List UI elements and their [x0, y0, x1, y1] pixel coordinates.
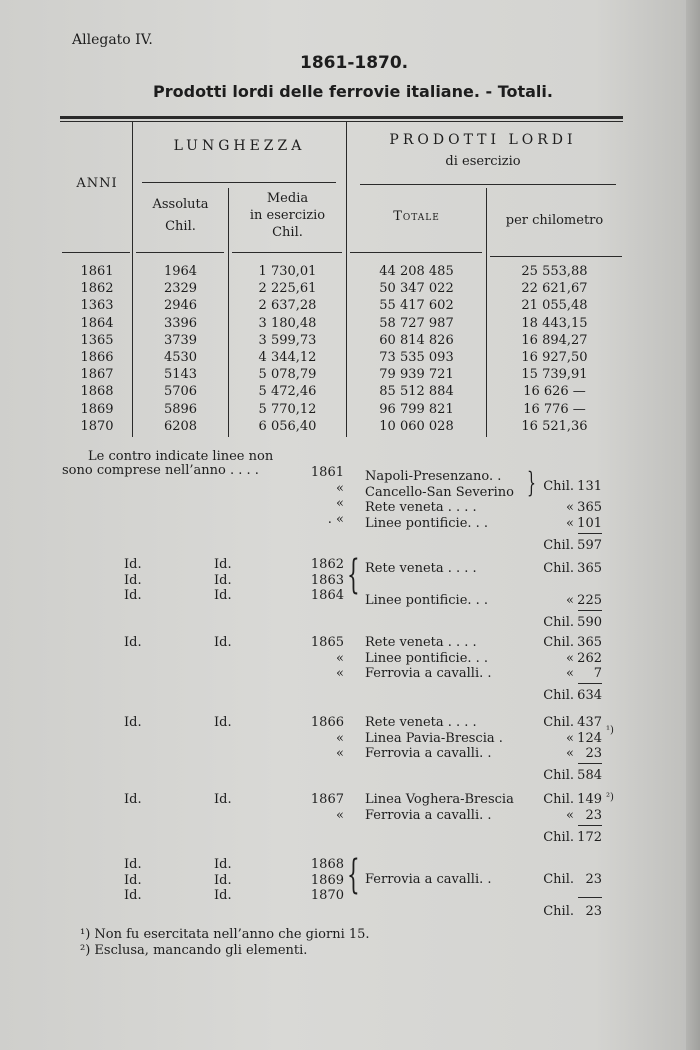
- cell-assoluta: 2329: [163, 281, 198, 297]
- years-heading: 1861-1870.: [300, 53, 409, 73]
- cell-media: 5 472,46: [258, 384, 317, 400]
- note-total-unit: Chil.: [543, 904, 574, 919]
- header-assoluta-1: Assoluta: [152, 197, 209, 212]
- note-line-name: Rete veneta . . . .: [365, 500, 477, 515]
- note-year: 1864: [310, 588, 344, 603]
- id-mark: Id.: [214, 888, 232, 903]
- note-year: «: [336, 807, 344, 823]
- notes-intro-line-2: sono comprese nell’anno . . . .: [62, 463, 259, 478]
- table-top-rule-thin: [60, 121, 623, 122]
- cell-media: 3 180,48: [258, 315, 317, 331]
- cell-per-km: 16 894,27: [521, 332, 588, 348]
- note-year: «: [336, 666, 344, 681]
- cell-totale: 55 417 602: [379, 298, 454, 314]
- note-unit: «: [566, 650, 574, 666]
- cell-totale: 79 939 721: [379, 367, 454, 383]
- cell-per-km: 16 927,50: [521, 350, 588, 365]
- note-unit: Chil.: [543, 872, 574, 887]
- note-line-name: Linee pontificie. . .: [365, 650, 489, 666]
- id-mark: Id.: [124, 792, 142, 807]
- id-mark: Id.: [214, 715, 232, 730]
- header-bottom-rule: [232, 252, 342, 253]
- id-mark: Id.: [124, 715, 142, 730]
- cell-totale: 10 060 028: [379, 418, 454, 434]
- cell-anno: 1866: [80, 350, 114, 365]
- cell-totale: 58 727 987: [379, 315, 454, 331]
- cell-anno: 1861: [80, 264, 114, 279]
- note-value: 7: [593, 666, 602, 681]
- note-year: 1861: [310, 465, 344, 480]
- cell-assoluta: 5896: [163, 401, 198, 417]
- note-year: 1870: [310, 888, 344, 903]
- note-year: 1868: [310, 857, 344, 872]
- note-total: 584: [577, 768, 602, 783]
- note-value: 23: [585, 872, 602, 887]
- cell-per-km: 25 553,88: [521, 264, 588, 279]
- header-bottom-rule: [136, 252, 224, 253]
- cell-per-km: 16 626 —: [523, 384, 586, 400]
- note-total: 634: [577, 688, 602, 703]
- id-mark: Id.: [124, 635, 142, 650]
- header-prodotti: PRODOTTI LORDI: [389, 132, 577, 148]
- note-unit: Chil.: [543, 792, 574, 807]
- attachment-label: Allegato IV.: [72, 32, 153, 48]
- cell-assoluta: 5706: [163, 384, 198, 400]
- page-title: Prodotti lordi delle ferrovie italiane. - Totali.: [153, 82, 553, 101]
- id-mark: Id.: [214, 588, 232, 603]
- note-total-unit: Chil.: [543, 768, 574, 783]
- note-unit: «: [566, 666, 574, 681]
- sum-rule: [578, 533, 602, 534]
- header-media-3: Chil.: [272, 225, 303, 240]
- brace-mark: {: [347, 552, 360, 598]
- id-mark: Id.: [124, 588, 142, 603]
- group-underline: [360, 184, 616, 185]
- header-lunghezza: LUNGHEZZA: [173, 138, 306, 154]
- cell-anno: 1869: [80, 401, 114, 417]
- note-unit: «: [566, 593, 574, 608]
- note-value: 437: [577, 715, 602, 730]
- note-line-name: Ferrovia a cavalli. .: [365, 872, 492, 887]
- id-mark: Id.: [214, 872, 232, 888]
- header-totale: Totale: [393, 209, 440, 224]
- cell-per-km: 22 621,67: [521, 281, 588, 297]
- header-bottom-rule: [490, 256, 622, 257]
- note-year: . «: [327, 511, 344, 527]
- note-year: 1865: [310, 635, 344, 650]
- page-edge: [686, 0, 700, 1050]
- cell-totale: 96 799 821: [379, 401, 454, 417]
- note-line-name: Napoli-Presenzano. .: [365, 469, 502, 484]
- cell-anno: 1363: [80, 298, 114, 314]
- id-mark: Id.: [214, 635, 232, 650]
- note-total-unit: Chil.: [543, 688, 574, 703]
- cell-media: 4 344,12: [258, 350, 317, 365]
- cell-assoluta: 1964: [163, 264, 198, 279]
- cell-media: 2 225,61: [258, 281, 317, 297]
- note-value: 365: [577, 561, 602, 576]
- sum-rule: [578, 610, 602, 611]
- note-line-name: Linee pontificie. . .: [365, 593, 489, 608]
- note-line-name: Ferrovia a cavalli. .: [365, 666, 492, 681]
- note-value: 23: [585, 746, 602, 761]
- cell-assoluta: 4530: [163, 350, 198, 365]
- header-media-1: Media: [266, 191, 309, 206]
- cell-totale: 73 535 093: [379, 350, 454, 365]
- cell-anno: 1365: [80, 332, 114, 348]
- note-value: 101: [577, 515, 602, 531]
- group-underline: [142, 182, 336, 183]
- cell-totale: 60 814 826: [379, 332, 454, 348]
- cell-per-km: 16 776 —: [523, 401, 586, 417]
- note-value: 124: [577, 730, 602, 746]
- note-total: 590: [577, 615, 602, 630]
- sum-rule: [578, 825, 602, 826]
- note-value: 365: [577, 635, 602, 650]
- header-media-2: in esercizio: [249, 208, 326, 223]
- note-total: 172: [577, 829, 602, 845]
- cell-anno: 1867: [80, 367, 114, 383]
- cell-media: 2 637,28: [258, 298, 317, 314]
- cell-per-km: 15 739,91: [521, 367, 588, 383]
- header-assoluta-2: Chil.: [165, 219, 196, 234]
- note-value: 225: [577, 593, 602, 608]
- cell-media: 6 056,40: [258, 418, 317, 434]
- note-line-name: Linea Pavia-Brescia .: [365, 730, 503, 746]
- note-value: 262: [577, 650, 602, 666]
- cell-assoluta: 6208: [163, 418, 198, 434]
- table-top-rule: [60, 116, 623, 119]
- note-line-name: Ferrovia a cavalli. .: [365, 807, 492, 823]
- cell-totale: 85 512 884: [379, 384, 454, 400]
- id-mark: Id.: [124, 857, 142, 872]
- sum-rule: [578, 897, 602, 898]
- note-line-name: Rete veneta . . . .: [365, 561, 477, 576]
- note-year: 1862: [310, 557, 344, 572]
- notes-intro-line-1: Le contro indicate linee non: [88, 449, 274, 464]
- brace-mark: {: [347, 852, 360, 898]
- note-value: 23: [585, 807, 602, 823]
- note-unit: «: [566, 807, 574, 823]
- header-anni: ANNI: [76, 176, 118, 191]
- cell-anno: 1870: [80, 418, 114, 434]
- id-mark: Id.: [214, 572, 232, 588]
- id-mark: Id.: [124, 572, 142, 588]
- note-year: 1866: [310, 715, 344, 730]
- note-year: 1867: [310, 792, 344, 807]
- brace-mark: }: [527, 466, 536, 499]
- id-mark: Id.: [214, 857, 232, 872]
- note-year: «: [336, 480, 344, 496]
- cell-per-km: 21 055,48: [521, 298, 588, 314]
- note-year: 1869: [310, 872, 344, 888]
- cell-anno: 1868: [80, 384, 114, 400]
- note-total-unit: Chil.: [543, 537, 574, 553]
- note-unit: Chil.: [543, 478, 574, 494]
- note-total-unit: Chil.: [543, 615, 574, 630]
- note-unit: «: [566, 500, 574, 515]
- note-year: «: [336, 730, 344, 746]
- header-prodotti-sub: di esercizio: [445, 154, 521, 169]
- note-year: 1863: [310, 572, 344, 588]
- note-unit: «: [566, 746, 574, 761]
- note-total: 597: [577, 537, 602, 553]
- note-value: 365: [577, 500, 602, 515]
- note-value: 131: [577, 478, 602, 494]
- id-mark: Id.: [214, 792, 232, 807]
- cell-media: 3 599,73: [258, 332, 317, 348]
- id-mark: Id.: [214, 557, 232, 572]
- note-line-name: Ferrovia a cavalli. .: [365, 746, 492, 761]
- cell-media: 5 770,12: [258, 401, 317, 417]
- note-year: «: [336, 496, 344, 511]
- id-mark: Id.: [124, 872, 142, 888]
- sum-rule: [578, 683, 602, 684]
- cell-totale: 50 347 022: [379, 281, 454, 297]
- note-line-name: Cancello-San Severino: [365, 484, 514, 500]
- note-line-name: Linee pontificie. . .: [365, 515, 489, 531]
- note-unit: «: [566, 730, 574, 746]
- note-total: 23: [585, 904, 602, 919]
- footnote-2: ²) Esclusa, mancando gli elementi.: [80, 943, 308, 958]
- note-line-name: Rete veneta . . . .: [365, 715, 477, 730]
- note-year: «: [336, 746, 344, 761]
- note-line-name: Linea Voghera-Brescia: [365, 792, 514, 807]
- cell-media: 5 078,79: [258, 367, 317, 383]
- cell-assoluta: 3739: [163, 332, 198, 348]
- note-unit: Chil.: [543, 635, 574, 650]
- note-unit: «: [566, 515, 574, 531]
- cell-totale: 44 208 485: [379, 264, 454, 279]
- cell-anno: 1862: [80, 281, 114, 297]
- id-mark: Id.: [124, 888, 142, 903]
- cell-assoluta: 5143: [163, 367, 198, 383]
- header-bottom-rule: [62, 252, 130, 253]
- note-unit: Chil.: [543, 561, 574, 576]
- note-value: 149: [577, 792, 602, 807]
- cell-assoluta: 3396: [163, 315, 198, 331]
- note-line-name: Rete veneta . . . .: [365, 635, 477, 650]
- note-year: «: [336, 650, 344, 666]
- footnote-ref: ¹): [606, 725, 614, 736]
- cell-assoluta: 2946: [163, 298, 198, 314]
- id-mark: Id.: [124, 557, 142, 572]
- cell-per-km: 18 443,15: [521, 315, 588, 331]
- footnote-1: ¹) Non fu esercitata nell’anno che giorni 15.: [80, 927, 370, 942]
- header-bottom-rule: [350, 252, 482, 253]
- header-per-km: per chilometro: [505, 213, 604, 228]
- cell-per-km: 16 521,36: [521, 418, 588, 434]
- cell-media: 1 730,01: [258, 264, 317, 279]
- note-unit: Chil.: [543, 715, 574, 730]
- cell-anno: 1864: [80, 315, 114, 331]
- sum-rule: [578, 763, 602, 764]
- note-total-unit: Chil.: [543, 829, 574, 845]
- footnote-ref: ²): [606, 792, 614, 803]
